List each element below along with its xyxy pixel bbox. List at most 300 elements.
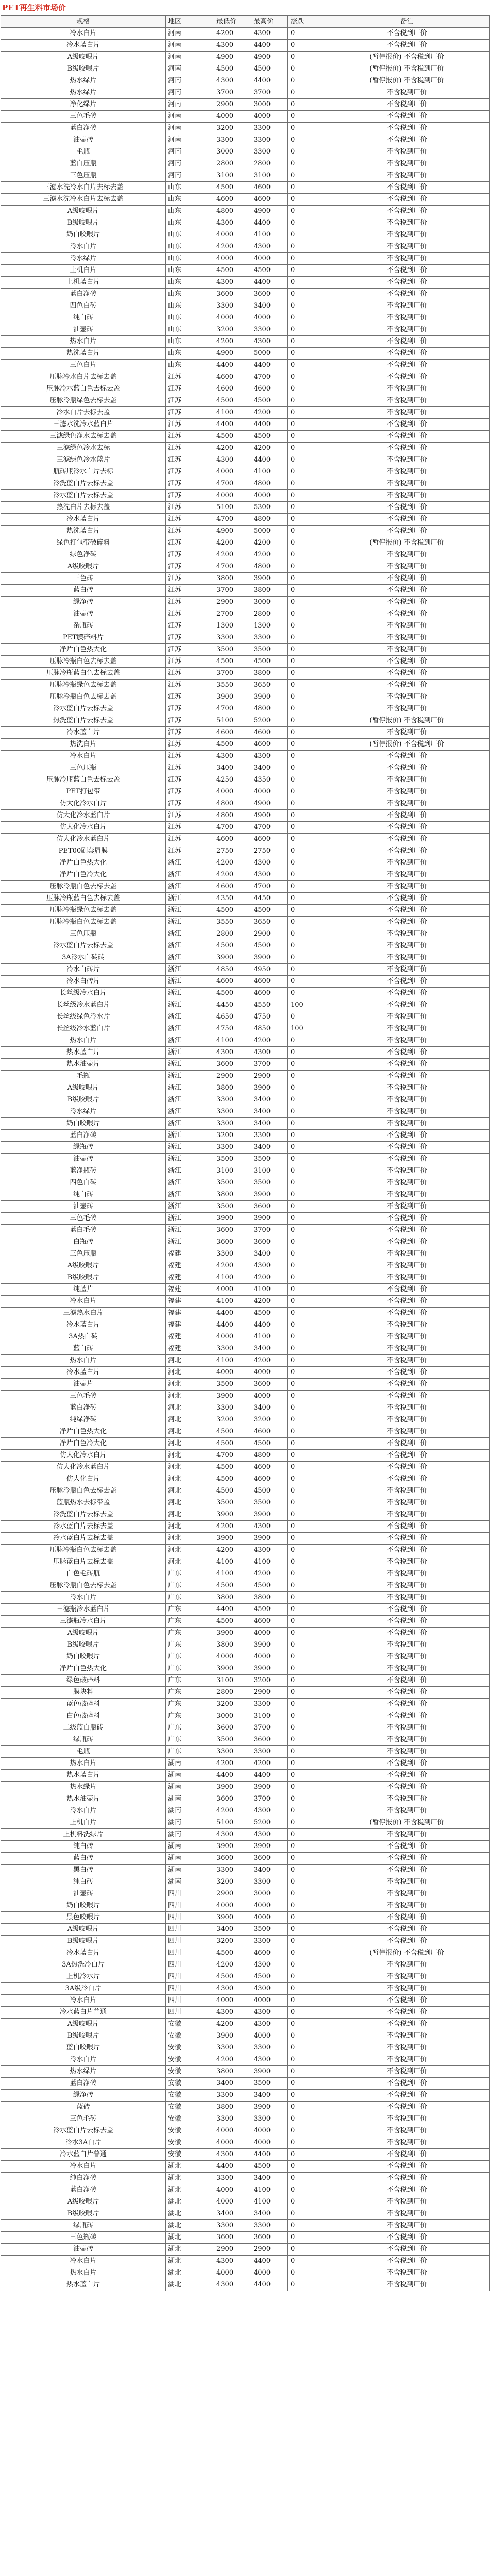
cell-max-price: 3600 xyxy=(250,1201,288,1213)
cell-note: 不含税到厂价 xyxy=(324,1225,490,1236)
cell-region: 湖南 xyxy=(166,1853,213,1865)
cell-region: 湖北 xyxy=(166,2256,213,2267)
table-row xyxy=(1,2149,490,2161)
cell-min-price: 4200 xyxy=(213,1521,250,1533)
cell-max-price: 4100 xyxy=(250,229,288,241)
cell-region: 浙江 xyxy=(166,940,213,952)
table-row xyxy=(1,585,490,597)
cell-min-price: 3400 xyxy=(213,762,250,774)
cell-note: 不含税到厂价 xyxy=(324,691,490,703)
table-row xyxy=(1,229,490,241)
table-row xyxy=(1,822,490,834)
cell-region: 浙江 xyxy=(166,1177,213,1189)
cell-region: 广东 xyxy=(166,1628,213,1639)
cell-note: 不含税到厂价 xyxy=(324,2173,490,2184)
cell-spec: 蓝白净砖 xyxy=(1,1130,166,1142)
cell-spec: 热水白片 xyxy=(1,1758,166,1770)
cell-change: 0 xyxy=(288,1628,324,1639)
cell-note: 不含税到厂价 xyxy=(324,443,490,454)
cell-spec: 长丝级绿色冷水片 xyxy=(1,1011,166,1023)
cell-spec: B级咬喂片 xyxy=(1,1639,166,1651)
cell-note: 不含税到厂价 xyxy=(324,1758,490,1770)
cell-change: 0 xyxy=(288,502,324,514)
cell-min-price: 2750 xyxy=(213,845,250,857)
table-row xyxy=(1,2125,490,2137)
cell-change: 0 xyxy=(288,336,324,348)
cell-max-price: 4000 xyxy=(250,2267,288,2279)
table-row xyxy=(1,502,490,514)
table-row xyxy=(1,87,490,99)
cell-change: 0 xyxy=(288,928,324,940)
table-row xyxy=(1,573,490,585)
cell-note: 不含税到厂价 xyxy=(324,1284,490,1296)
cell-min-price: 2800 xyxy=(213,158,250,170)
cell-change: 0 xyxy=(288,170,324,182)
cell-min-price: 1300 xyxy=(213,620,250,632)
cell-min-price: 3400 xyxy=(213,2078,250,2090)
cell-region: 浙江 xyxy=(166,1082,213,1094)
cell-region: 江苏 xyxy=(166,703,213,715)
cell-spec: 压脉冷瓶绿色去标去盖 xyxy=(1,395,166,407)
cell-min-price: 4100 xyxy=(213,1568,250,1580)
cell-min-price: 3300 xyxy=(213,2090,250,2102)
cell-change: 0 xyxy=(288,324,324,336)
cell-note: 不含税到厂价 xyxy=(324,1888,490,1900)
cell-change: 0 xyxy=(288,1225,324,1236)
cell-region: 江苏 xyxy=(166,739,213,751)
cell-spec: 奶白咬喂片 xyxy=(1,1900,166,1912)
cell-min-price: 4000 xyxy=(213,1367,250,1379)
cell-spec: 3A热白砖 xyxy=(1,1331,166,1343)
cell-change: 0 xyxy=(288,1995,324,2007)
cell-spec: B级咬喂片 xyxy=(1,2030,166,2042)
cell-note: (暂停报价) 不含税到厂价 xyxy=(324,715,490,727)
cell-change: 0 xyxy=(288,490,324,502)
cell-change: 0 xyxy=(288,573,324,585)
cell-min-price: 4000 xyxy=(213,1284,250,1296)
cell-change: 0 xyxy=(288,2208,324,2220)
cell-spec: 仿大化冷水蓝白片 xyxy=(1,810,166,822)
cell-max-price: 3700 xyxy=(250,87,288,99)
cell-max-price: 4200 xyxy=(250,537,288,549)
cell-note: 不含税到厂价 xyxy=(324,1438,490,1450)
cell-min-price: 4450 xyxy=(213,999,250,1011)
cell-min-price: 3500 xyxy=(213,1497,250,1509)
cell-min-price: 2700 xyxy=(213,608,250,620)
cell-region: 福建 xyxy=(166,1319,213,1331)
cell-spec: 热洗蓝白片去标去盖 xyxy=(1,715,166,727)
cell-region: 河北 xyxy=(166,1485,213,1497)
table-row xyxy=(1,1213,490,1225)
table-row xyxy=(1,1924,490,1936)
table-row xyxy=(1,395,490,407)
cell-max-price: 3900 xyxy=(250,1213,288,1225)
table-row xyxy=(1,1284,490,1296)
cell-note: 不含税到厂价 xyxy=(324,2137,490,2149)
cell-change: 0 xyxy=(288,857,324,869)
cell-spec: 三滤水洗冷水白片去标去盖 xyxy=(1,194,166,206)
cell-note: 不含税到厂价 xyxy=(324,1556,490,1568)
cell-region: 江苏 xyxy=(166,834,213,845)
cell-change: 100 xyxy=(288,999,324,1011)
cell-region: 河北 xyxy=(166,1355,213,1367)
cell-min-price: 4600 xyxy=(213,834,250,845)
cell-min-price: 4000 xyxy=(213,229,250,241)
cell-note: 不含税到厂价 xyxy=(324,2267,490,2279)
table-row xyxy=(1,2196,490,2208)
cell-min-price: 4200 xyxy=(213,1545,250,1556)
cell-note: 不含税到厂价 xyxy=(324,1971,490,1983)
table-row xyxy=(1,1947,490,1959)
cell-region: 湖北 xyxy=(166,2267,213,2279)
cell-change: 0 xyxy=(288,834,324,845)
cell-max-price: 5300 xyxy=(250,502,288,514)
cell-note: 不含税到厂价 xyxy=(324,893,490,905)
table-row xyxy=(1,478,490,490)
cell-spec: 冷水白片 xyxy=(1,1805,166,1817)
cell-region: 江苏 xyxy=(166,549,213,561)
table-row xyxy=(1,976,490,988)
cell-note: 不含税到厂价 xyxy=(324,1722,490,1734)
cell-change: 0 xyxy=(288,1391,324,1402)
table-row xyxy=(1,1130,490,1142)
cell-max-price: 3800 xyxy=(250,585,288,597)
table-row xyxy=(1,1556,490,1568)
cell-max-price: 4300 xyxy=(250,2054,288,2066)
table-row xyxy=(1,2102,490,2113)
cell-note: 不含税到厂价 xyxy=(324,751,490,762)
cell-region: 广东 xyxy=(166,1639,213,1651)
cell-max-price: 4550 xyxy=(250,999,288,1011)
table-row xyxy=(1,28,490,40)
cell-max-price: 4100 xyxy=(250,2184,288,2196)
cell-max-price: 4600 xyxy=(250,1426,288,1438)
cell-region: 江苏 xyxy=(166,478,213,490)
cell-region: 浙江 xyxy=(166,881,213,893)
cell-change: 0 xyxy=(288,1426,324,1438)
cell-spec: 压脉冷瓶白色去标去盖 xyxy=(1,917,166,928)
cell-min-price: 3300 xyxy=(213,1746,250,1758)
cell-min-price: 3200 xyxy=(213,1876,250,1888)
table-row xyxy=(1,2019,490,2030)
table-row xyxy=(1,2113,490,2125)
cell-change: 0 xyxy=(288,798,324,810)
cell-note: 不含税到厂价 xyxy=(324,454,490,466)
cell-change: 0 xyxy=(288,1011,324,1023)
cell-region: 安徽 xyxy=(166,2102,213,2113)
table-row xyxy=(1,206,490,217)
table-row xyxy=(1,490,490,502)
cell-note: 不含税到厂价 xyxy=(324,111,490,123)
cell-region: 山东 xyxy=(166,182,213,194)
cell-spec: 油壶砖 xyxy=(1,324,166,336)
cell-spec: 冷水绿片 xyxy=(1,1106,166,1118)
cell-change: 0 xyxy=(288,727,324,739)
cell-region: 广东 xyxy=(166,1568,213,1580)
cell-spec: 热水绿片 xyxy=(1,2066,166,2078)
cell-max-price: 4300 xyxy=(250,2007,288,2019)
cell-change: 0 xyxy=(288,1770,324,1782)
table-row xyxy=(1,1177,490,1189)
cell-region: 湖北 xyxy=(166,2279,213,2291)
cell-max-price: 3650 xyxy=(250,680,288,691)
cell-max-price: 4350 xyxy=(250,774,288,786)
cell-change: 0 xyxy=(288,2007,324,2019)
cell-note: 不含税到厂价 xyxy=(324,762,490,774)
cell-max-price: 4000 xyxy=(250,490,288,502)
cell-note: 不含税到厂价 xyxy=(324,324,490,336)
cell-region: 安徽 xyxy=(166,2090,213,2102)
cell-region: 山东 xyxy=(166,312,213,324)
cell-change: 0 xyxy=(288,1248,324,1260)
cell-region: 浙江 xyxy=(166,1118,213,1130)
cell-note: 不含税到厂价 xyxy=(324,1876,490,1888)
cell-change: 0 xyxy=(288,881,324,893)
cell-min-price: 3300 xyxy=(213,1248,250,1260)
cell-min-price: 3700 xyxy=(213,87,250,99)
cell-min-price: 4400 xyxy=(213,2161,250,2173)
cell-max-price: 2750 xyxy=(250,845,288,857)
cell-region: 安徽 xyxy=(166,2019,213,2030)
cell-min-price: 3700 xyxy=(213,585,250,597)
cell-spec: 三色压瓶 xyxy=(1,762,166,774)
cell-change: 0 xyxy=(288,1687,324,1699)
cell-max-price: 4400 xyxy=(250,2149,288,2161)
cell-note: 不含税到厂价 xyxy=(324,1343,490,1355)
cell-region: 浙江 xyxy=(166,893,213,905)
cell-min-price: 4700 xyxy=(213,561,250,573)
cell-max-price: 4500 xyxy=(250,1580,288,1592)
cell-change: 0 xyxy=(288,2066,324,2078)
cell-min-price: 4200 xyxy=(213,2054,250,2066)
cell-change: 0 xyxy=(288,1165,324,1177)
cell-spec: 热洗白片 xyxy=(1,739,166,751)
cell-change: 0 xyxy=(288,1758,324,1770)
cell-change: 0 xyxy=(288,360,324,371)
cell-change: 0 xyxy=(288,2113,324,2125)
cell-change: 0 xyxy=(288,537,324,549)
cell-region: 河北 xyxy=(166,1414,213,1426)
cell-change: 0 xyxy=(288,1201,324,1213)
cell-region: 浙江 xyxy=(166,1035,213,1047)
cell-region: 四川 xyxy=(166,1912,213,1924)
cell-spec: 冷水白片 xyxy=(1,241,166,253)
cell-note: 不含税到厂价 xyxy=(324,774,490,786)
table-row xyxy=(1,1438,490,1450)
cell-note: 不含税到厂价 xyxy=(324,1035,490,1047)
table-row xyxy=(1,1734,490,1746)
table-row xyxy=(1,739,490,751)
cell-max-price: 4300 xyxy=(250,751,288,762)
cell-spec: 热洗白片去标去盖 xyxy=(1,502,166,514)
table-row xyxy=(1,988,490,999)
cell-region: 安徽 xyxy=(166,2137,213,2149)
table-row xyxy=(1,1391,490,1402)
cell-note: 不含税到厂价 xyxy=(324,1142,490,1154)
cell-min-price: 3500 xyxy=(213,1734,250,1746)
cell-min-price: 4800 xyxy=(213,206,250,217)
cell-region: 安徽 xyxy=(166,2078,213,2090)
cell-spec: 三色瓶砖 xyxy=(1,2232,166,2244)
table-row xyxy=(1,1450,490,1462)
cell-max-price: 4900 xyxy=(250,810,288,822)
cell-region: 河南 xyxy=(166,158,213,170)
cell-note: 不含税到厂价 xyxy=(324,28,490,40)
table-row xyxy=(1,1201,490,1213)
cell-max-price: 5000 xyxy=(250,526,288,537)
cell-note: 不含税到厂价 xyxy=(324,668,490,680)
cell-min-price: 4300 xyxy=(213,2149,250,2161)
table-row xyxy=(1,300,490,312)
cell-spec: 蓝净瓶砖 xyxy=(1,1165,166,1177)
cell-region: 河北 xyxy=(166,1450,213,1462)
cell-max-price: 3900 xyxy=(250,1639,288,1651)
cell-change: 0 xyxy=(288,514,324,526)
cell-min-price: 4300 xyxy=(213,277,250,289)
cell-change: 0 xyxy=(288,1142,324,1154)
cell-note: 不含税到厂价 xyxy=(324,1699,490,1710)
cell-min-price: 4850 xyxy=(213,964,250,976)
cell-region: 福建 xyxy=(166,1284,213,1296)
cell-region: 安徽 xyxy=(166,2054,213,2066)
cell-min-price: 4500 xyxy=(213,656,250,668)
cell-spec: 长丝级冷水蓝白片 xyxy=(1,999,166,1011)
table-row xyxy=(1,2007,490,2019)
cell-change: 0 xyxy=(288,289,324,300)
cell-note: 不含税到厂价 xyxy=(324,1959,490,1971)
cell-region: 山东 xyxy=(166,217,213,229)
cell-change: 0 xyxy=(288,134,324,146)
table-row xyxy=(1,1154,490,1165)
cell-note: 不含税到厂价 xyxy=(324,1710,490,1722)
cell-change: 0 xyxy=(288,620,324,632)
cell-region: 福建 xyxy=(166,1260,213,1272)
table-row xyxy=(1,1793,490,1805)
cell-max-price: 3400 xyxy=(250,1142,288,1154)
cell-note: 不含税到厂价 xyxy=(324,1319,490,1331)
cell-note: 不含税到厂价 xyxy=(324,1734,490,1746)
cell-spec: 蓝白砖 xyxy=(1,1343,166,1355)
cell-change: 0 xyxy=(288,1959,324,1971)
cell-max-price: 4400 xyxy=(250,40,288,52)
cell-max-price: 3300 xyxy=(250,1936,288,1947)
cell-min-price: 2900 xyxy=(213,1888,250,1900)
table-row xyxy=(1,63,490,75)
cell-min-price: 4000 xyxy=(213,490,250,502)
cell-region: 湖南 xyxy=(166,1829,213,1841)
cell-note: (暂停报价) 不含税到厂价 xyxy=(324,52,490,63)
cell-change: 0 xyxy=(288,63,324,75)
cell-spec: 仿大化白片 xyxy=(1,1473,166,1485)
cell-max-price: 4800 xyxy=(250,561,288,573)
cell-region: 浙江 xyxy=(166,1213,213,1225)
cell-spec: 三滤瓶冷水蓝白片 xyxy=(1,1604,166,1616)
cell-change: 0 xyxy=(288,419,324,431)
cell-min-price: 4200 xyxy=(213,537,250,549)
cell-change: 0 xyxy=(288,964,324,976)
cell-max-price: 3300 xyxy=(250,134,288,146)
cell-note: 不含税到厂价 xyxy=(324,182,490,194)
cell-spec: 三色白片 xyxy=(1,360,166,371)
cell-note: 不含税到厂价 xyxy=(324,917,490,928)
cell-change: 0 xyxy=(288,1592,324,1604)
cell-min-price: 3200 xyxy=(213,123,250,134)
table-row xyxy=(1,253,490,265)
cell-change: 0 xyxy=(288,1829,324,1841)
cell-min-price: 4750 xyxy=(213,1023,250,1035)
cell-max-price: 4000 xyxy=(250,786,288,798)
table-row xyxy=(1,1568,490,1580)
cell-change: 0 xyxy=(288,371,324,383)
cell-max-price: 4100 xyxy=(250,466,288,478)
cell-note: 不含税到厂价 xyxy=(324,905,490,917)
cell-min-price: 4200 xyxy=(213,443,250,454)
cell-spec: 净片白色热大化 xyxy=(1,1426,166,1438)
cell-spec: 三色砖 xyxy=(1,573,166,585)
cell-min-price: 3500 xyxy=(213,1201,250,1213)
cell-change: 0 xyxy=(288,2019,324,2030)
cell-region: 河北 xyxy=(166,1509,213,1521)
cell-region: 安徽 xyxy=(166,2030,213,2042)
cell-spec: 三滤绿色冷水蓝片 xyxy=(1,454,166,466)
cell-max-price: 4000 xyxy=(250,2030,288,2042)
cell-spec: 压脉冷瓶白色去标去盖 xyxy=(1,1485,166,1497)
cell-note: 不含税到厂价 xyxy=(324,2030,490,2042)
cell-min-price: 3200 xyxy=(213,324,250,336)
table-row xyxy=(1,348,490,360)
cell-max-price: 3900 xyxy=(250,952,288,964)
cell-change: 0 xyxy=(288,1793,324,1805)
cell-min-price: 4000 xyxy=(213,1331,250,1343)
cell-change: 0 xyxy=(288,715,324,727)
cell-change: 0 xyxy=(288,2102,324,2113)
cell-spec: A级咬喂片 xyxy=(1,1924,166,1936)
cell-note: 不含税到厂价 xyxy=(324,1177,490,1189)
table-row xyxy=(1,1853,490,1865)
cell-note: 不含税到厂价 xyxy=(324,2102,490,2113)
cell-note: 不含税到厂价 xyxy=(324,573,490,585)
table-row xyxy=(1,194,490,206)
cell-note: 不含税到厂价 xyxy=(324,502,490,514)
cell-max-price: 4300 xyxy=(250,1545,288,1556)
cell-min-price: 4200 xyxy=(213,857,250,869)
table-row xyxy=(1,1426,490,1438)
cell-note: 不含税到厂价 xyxy=(324,1367,490,1379)
cell-region: 四川 xyxy=(166,2007,213,2019)
cell-region: 江苏 xyxy=(166,786,213,798)
cell-note: 不含税到厂价 xyxy=(324,1189,490,1201)
cell-max-price: 4500 xyxy=(250,1308,288,1319)
cell-note: 不含税到厂价 xyxy=(324,40,490,52)
cell-min-price: 4000 xyxy=(213,2125,250,2137)
cell-max-price: 4500 xyxy=(250,395,288,407)
cell-spec: A级咬喂片 xyxy=(1,1628,166,1639)
cell-spec: 压脉冷瓶绿色去标去盖 xyxy=(1,680,166,691)
cell-min-price: 4700 xyxy=(213,1450,250,1462)
cell-max-price: 3200 xyxy=(250,1675,288,1687)
table-row xyxy=(1,964,490,976)
cell-max-price: 4500 xyxy=(250,905,288,917)
cell-max-price: 4400 xyxy=(250,454,288,466)
cell-region: 河北 xyxy=(166,1402,213,1414)
cell-note: 不含税到厂价 xyxy=(324,1011,490,1023)
cell-change: 0 xyxy=(288,1509,324,1521)
cell-max-price: 3400 xyxy=(250,1118,288,1130)
cell-min-price: 3600 xyxy=(213,1236,250,1248)
table-row xyxy=(1,786,490,798)
cell-region: 广东 xyxy=(166,1722,213,1734)
cell-max-price: 4400 xyxy=(250,1319,288,1331)
